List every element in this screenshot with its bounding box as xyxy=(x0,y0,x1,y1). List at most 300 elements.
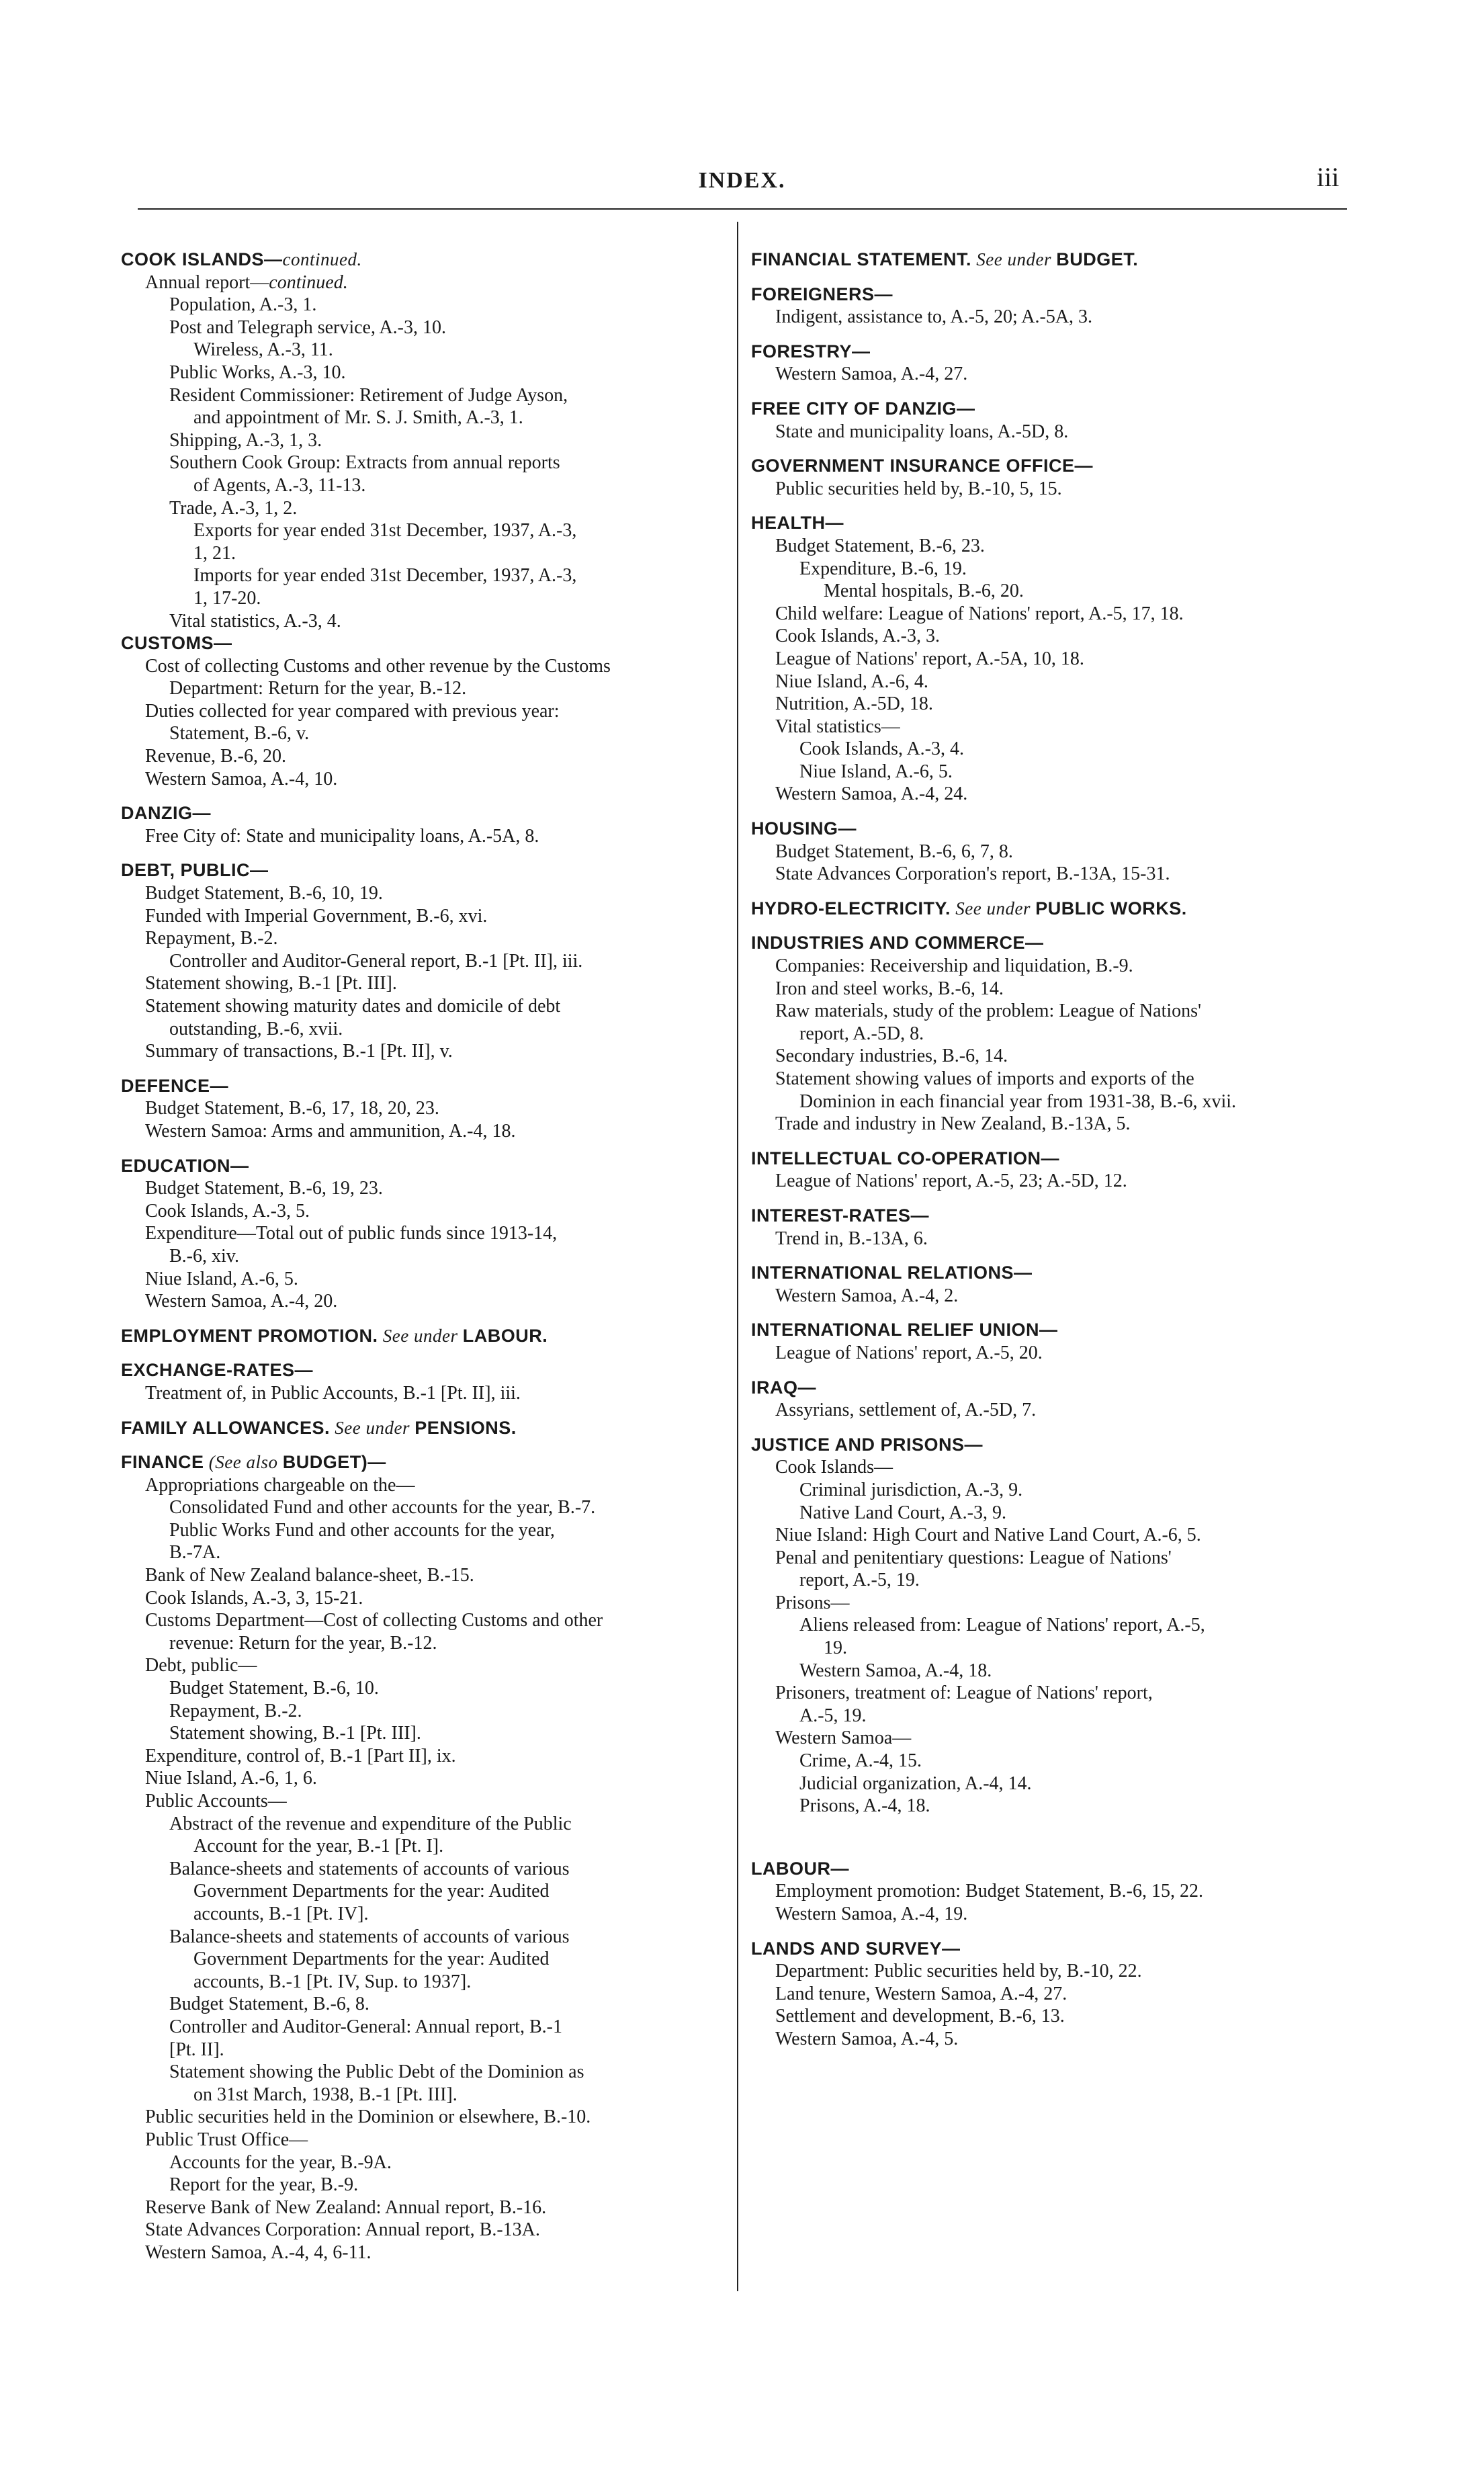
entry-text: FORESTRY— xyxy=(751,341,871,361)
page-title: INDEX. xyxy=(698,168,786,193)
entry-text: Western Samoa, A.-4, 18. xyxy=(799,1660,992,1681)
index-entry xyxy=(121,1564,722,1587)
entry-text: Balance-sheets and statements of accounts of various xyxy=(169,1858,570,1879)
entry-text: Debt, public— xyxy=(145,1655,257,1676)
entry-text: Statement, B.-6, v. xyxy=(169,723,310,744)
entry-text: Vital statistics, A.-3, 4. xyxy=(169,610,341,632)
index-entry xyxy=(121,1790,722,1813)
entry-text: outstanding, B.-6, xvii. xyxy=(169,1018,343,1039)
index-entry xyxy=(121,2084,722,2106)
index-entry xyxy=(121,1222,722,1245)
entry-text: Cook Islands, A.-3, 3. xyxy=(775,626,940,647)
entry-text: Exports for year ended 31st December, 1937, A.-3, xyxy=(193,520,577,542)
index-heading xyxy=(121,1417,722,1440)
entry-text: Statement showing maturity dates and domicile of debt xyxy=(145,996,561,1017)
index-entry xyxy=(751,978,1349,1000)
index-entry xyxy=(121,587,722,610)
index-heading xyxy=(121,1155,722,1178)
header-rule xyxy=(138,208,1347,210)
entry-text: Nutrition, A.-5D, 18. xyxy=(775,693,933,715)
index-entry xyxy=(121,1097,722,1120)
index-entry xyxy=(121,2242,722,2264)
entry-text: Appropriations chargeable on the— xyxy=(145,1474,415,1496)
index-entry xyxy=(751,421,1349,443)
entry-text: Cost of collecting Customs and other revenue by the Customs xyxy=(145,655,611,677)
index-entry xyxy=(751,306,1349,329)
entry-text: Western Samoa, A.-4, 10. xyxy=(145,768,338,789)
entry-text: FREE CITY OF DANZIG— xyxy=(751,398,975,419)
index-heading xyxy=(751,1858,1349,1881)
entry-text: Western Samoa: Arms and ammunition, A.-4, 18. xyxy=(145,1120,516,1142)
index-entry xyxy=(121,1177,722,1200)
entry-text: Public Works Fund and other accounts for the year, xyxy=(169,1519,555,1541)
entry-text: Statement showing, B.-1 [Pt. III]. xyxy=(169,1723,421,1744)
entry-text: A.-5, 19. xyxy=(799,1705,867,1726)
entry-text: Niue Island, A.-6, 1, 6. xyxy=(145,1768,317,1789)
index-entry xyxy=(751,1228,1349,1250)
index-heading xyxy=(121,1451,722,1474)
index-entry xyxy=(121,429,722,452)
entry-text: INTERNATIONAL RELIEF UNION— xyxy=(751,1320,1058,1340)
index-entry xyxy=(121,1587,722,1610)
entry-text: Western Samoa, A.-4, 19. xyxy=(775,1904,968,1924)
entry-text: Expenditure, control of, B.-1 [Part II], ix. xyxy=(145,1745,456,1766)
entry-text: Child welfare: League of Nations' report, A.-5, 17, 18. xyxy=(775,603,1184,624)
entry-text: Cook Islands, A.-3, 5. xyxy=(145,1200,310,1222)
entry-text: Post and Telegraph service, A.-3, 10. xyxy=(169,316,446,338)
index-heading xyxy=(751,932,1349,955)
index-entry xyxy=(121,1120,722,1143)
index-entry xyxy=(121,1018,722,1041)
entry-text: Southern Cook Group: Extracts from annual reports xyxy=(169,452,560,474)
entry-text: Western Samoa, A.-4, 2. xyxy=(775,1285,959,1306)
entry-text: Wireless, A.-3, 11. xyxy=(193,339,333,361)
index-entry xyxy=(751,1569,1349,1592)
index-entry xyxy=(751,1479,1349,1502)
entry-text: Dominion in each financial year from 1931-38, B.-6, xvii. xyxy=(799,1091,1237,1112)
entry-text: Statement showing the Public Debt of the Dominion as xyxy=(169,2061,584,2083)
index-entry xyxy=(121,1993,722,2016)
entry-text: FAMILY ALLOWANCES. xyxy=(121,1417,331,1438)
entry-text: Cook Islands, A.-3, 4. xyxy=(799,738,964,760)
entry-text: Balance-sheets and statements of accounts of various xyxy=(169,1926,570,1947)
index-entry xyxy=(751,1660,1349,1682)
index-entry xyxy=(121,497,722,520)
entry-text: Vital statistics— xyxy=(775,716,900,737)
index-entry xyxy=(121,1858,722,1881)
entry-text: on 31st March, 1938, B.-1 [Pt. III]. xyxy=(193,2084,457,2105)
index-entry xyxy=(121,677,722,700)
see-under-text: See under xyxy=(330,1417,415,1438)
index-entry xyxy=(751,1727,1349,1750)
entry-text: Iron and steel works, B.-6, 14. xyxy=(775,978,1004,999)
index-entry xyxy=(751,1023,1349,1045)
index-entry xyxy=(121,1813,722,1836)
index-entry xyxy=(121,1290,722,1313)
index-entry xyxy=(121,1496,722,1519)
index-entry xyxy=(121,1835,722,1858)
see-under-text: See under xyxy=(971,249,1057,269)
entry-text: Expenditure—Total out of public funds since 1913-14, xyxy=(145,1223,558,1244)
index-entry xyxy=(751,863,1349,886)
entry-text: Companies: Receivership and liquidation, B.-9. xyxy=(775,955,1133,977)
index-entry xyxy=(751,1750,1349,1773)
entry-text: Western Samoa, A.-4, 4, 6-11. xyxy=(145,2242,372,2263)
entry-text: Public Trust Office— xyxy=(145,2129,308,2150)
entry-text: report, A.-5, 19. xyxy=(799,1570,920,1591)
index-entry xyxy=(121,655,722,678)
entry-text: Budget Statement, B.-6, 19, 23. xyxy=(145,1178,383,1199)
index-entry xyxy=(121,2039,722,2061)
index-heading xyxy=(751,249,1349,271)
index-entry xyxy=(121,950,722,973)
index-entry xyxy=(751,558,1349,581)
entry-text: Budget Statement, B.-6, 8. xyxy=(169,1994,369,2015)
index-entry xyxy=(751,1592,1349,1615)
entry-text: Funded with Imperial Government, B.-6, xvi. xyxy=(145,905,488,927)
index-entry xyxy=(121,564,722,587)
index-entry xyxy=(121,610,722,633)
index-entry xyxy=(751,761,1349,783)
index-entry xyxy=(121,2016,722,2039)
entry-text: Department: Public securities held by, B.-10, 22. xyxy=(775,1961,1142,1982)
entry-text: of Agents, A.-3, 11-13. xyxy=(193,474,366,496)
see-under-text: (See also xyxy=(204,1452,283,1473)
index-entry xyxy=(751,1000,1349,1023)
index-entry xyxy=(751,716,1349,738)
index-entry xyxy=(121,1519,722,1542)
index-entry xyxy=(121,361,722,384)
entry-text: Abstract of the revenue and expenditure of the Public xyxy=(169,1813,572,1834)
index-entry xyxy=(751,1960,1349,1983)
index-entry xyxy=(751,603,1349,626)
entry-text: Penal and penitentiary questions: League of Nations' xyxy=(775,1547,1172,1568)
index-entry xyxy=(121,384,722,407)
entry-text: Public securities held by, B.-10, 5, 15. xyxy=(775,478,1062,499)
entry-text: Reserve Bank of New Zealand: Annual report, B.-16. xyxy=(145,2196,547,2218)
index-heading xyxy=(751,284,1349,306)
entry-text: JUSTICE AND PRISONS— xyxy=(751,1434,984,1455)
entry-text: Customs Department—Cost of collecting Customs and other xyxy=(145,1610,603,1631)
index-heading xyxy=(121,1325,722,1348)
index-entry xyxy=(121,2151,722,2174)
entry-text: Budget Statement, B.-6, 17, 18, 20, 23. xyxy=(145,1098,439,1119)
entry-text: Raw materials, study of the problem: League of Nations' xyxy=(775,1000,1202,1022)
index-entry xyxy=(121,519,722,542)
index-heading xyxy=(751,1938,1349,1961)
index-entry xyxy=(121,474,722,497)
entry-text: HEALTH— xyxy=(751,513,844,533)
entry-text: B.-7A. xyxy=(169,1542,221,1564)
entry-text: League of Nations' report, A.-5A, 10, 18. xyxy=(775,648,1084,669)
index-entry xyxy=(751,1502,1349,1525)
entry-text: State and municipality loans, A.-5D, 8. xyxy=(775,421,1069,442)
index-entry xyxy=(751,1547,1349,1570)
entry-text: Revenue, B.-6, 20. xyxy=(145,746,286,767)
entry-text: Government Departments for the year: Audited xyxy=(193,1949,550,1970)
entry-text: Department: Return for the year, B.-12. xyxy=(169,678,467,699)
entry-text: Employment promotion: Budget Statement, B.-6, 15, 22. xyxy=(775,1881,1203,1902)
entry-text: Shipping, A.-3, 1, 3. xyxy=(169,429,322,451)
index-entry xyxy=(751,738,1349,761)
page-number: iii xyxy=(1317,162,1340,192)
entry-text: Trend in, B.-13A, 6. xyxy=(775,1228,928,1249)
entry-text: Budget Statement, B.-6, 10. xyxy=(169,1678,379,1699)
entry-text: accounts, B.-1 [Pt. IV]. xyxy=(193,1903,369,1924)
index-entry xyxy=(121,995,722,1018)
entry-text: Mental hospitals, B.-6, 20. xyxy=(824,581,1024,602)
entry-text: Controller and Auditor-General: Annual report, B.-1 xyxy=(169,2016,562,2037)
entry-text: CUSTOMS— xyxy=(121,633,232,654)
index-entry xyxy=(751,625,1349,648)
entry-text: Assyrians, settlement of, A.-5D, 7. xyxy=(775,1400,1037,1421)
index-entry xyxy=(751,1903,1349,1926)
entry-text: Statement showing, B.-1 [Pt. III]. xyxy=(145,973,397,994)
entry-text: Government Departments for the year: Audited xyxy=(193,1881,550,1902)
entry-text: Controller and Auditor-General report, B.-1 [Pt. II], iii. xyxy=(169,950,583,972)
index-entry xyxy=(121,905,722,928)
index-entry xyxy=(121,1268,722,1291)
entry-text: Public securities held in the Dominion or elsewhere, B.-10. xyxy=(145,2106,591,2128)
index-entry xyxy=(121,1903,722,1926)
entry-text: Crime, A.-4, 15. xyxy=(799,1750,922,1772)
entry-text: revenue: Return for the year, B.-12. xyxy=(169,1632,437,1654)
index-entry xyxy=(121,1971,722,1994)
index-entry xyxy=(121,2196,722,2219)
index-entry xyxy=(121,1880,722,1903)
index-entry xyxy=(751,1773,1349,1795)
index-entry xyxy=(751,1880,1349,1903)
cross-reference: LABOUR. xyxy=(462,1325,548,1346)
entry-text: Treatment of, in Public Accounts, B.-1 [Pt. II], iii. xyxy=(145,1382,521,1404)
entry-text: EDUCATION— xyxy=(121,1155,249,1176)
index-heading xyxy=(751,398,1349,421)
index-heading xyxy=(751,1205,1349,1228)
entry-text: B.-6, xiv. xyxy=(169,1245,239,1267)
cross-reference: PUBLIC WORKS. xyxy=(1035,898,1187,919)
entry-text: Public Accounts— xyxy=(145,1791,287,1811)
index-entry xyxy=(751,535,1349,558)
index-heading xyxy=(751,1148,1349,1170)
entry-text: League of Nations' report, A.-5, 23; A.-5D, 12. xyxy=(775,1170,1127,1192)
entry-text: Niue Island, A.-6, 4. xyxy=(775,671,928,692)
index-entry xyxy=(121,1745,722,1768)
index-entry xyxy=(751,1342,1349,1365)
index-entry xyxy=(121,1722,722,1745)
index-entry xyxy=(751,1113,1349,1136)
entry-text: Expenditure, B.-6, 19. xyxy=(799,558,967,579)
entry-text: GOVERNMENT INSURANCE OFFICE— xyxy=(751,456,1094,476)
entry-text: Niue Island, A.-6, 5. xyxy=(145,1268,298,1289)
index-entry xyxy=(121,1474,722,1497)
entry-text: INTELLECTUAL CO-OPERATION— xyxy=(751,1148,1059,1168)
entry-text: Trade, A.-3, 1, 2. xyxy=(169,497,298,519)
entry-text: Western Samoa, A.-4, 5. xyxy=(775,2028,959,2049)
left-column xyxy=(121,249,722,2264)
index-entry xyxy=(751,1983,1349,2006)
entry-text: Statement showing values of imports and exports of the xyxy=(775,1068,1194,1089)
index-entry xyxy=(751,1637,1349,1660)
index-entry xyxy=(751,1705,1349,1727)
index-entry xyxy=(751,1456,1349,1479)
index-entry xyxy=(751,1091,1349,1113)
entry-text: Prisoners, treatment of: League of Nations' report, xyxy=(775,1682,1153,1704)
index-entry xyxy=(751,478,1349,501)
index-heading xyxy=(751,1434,1349,1457)
index-entry xyxy=(121,2174,722,2196)
index-entry xyxy=(121,768,722,791)
index-heading xyxy=(751,1319,1349,1342)
entry-text: 19. xyxy=(824,1637,847,1659)
index-entry xyxy=(121,2106,722,2129)
index-heading xyxy=(121,1359,722,1382)
see-under-text: See under xyxy=(378,1325,463,1346)
entry-text: Trade and industry in New Zealand, B.-13A, 5. xyxy=(775,1113,1131,1135)
index-entry xyxy=(121,1541,722,1564)
cross-reference: BUDGET)— xyxy=(282,1452,386,1473)
entry-text: Niue Island, A.-6, 5. xyxy=(799,761,953,782)
entry-text: FOREIGNERS— xyxy=(751,284,893,304)
entry-text: Western Samoa, A.-4, 24. xyxy=(775,783,968,805)
entry-italic: continued. xyxy=(269,271,348,293)
entry-text: FINANCIAL STATEMENT. xyxy=(751,249,971,269)
entry-text: Cook Islands— xyxy=(775,1457,893,1478)
entry-text: State Advances Corporation's report, B.-13A, 15-31. xyxy=(775,863,1170,885)
entry-text: Prisons— xyxy=(775,1592,850,1613)
entry-text: accounts, B.-1 [Pt. IV, Sup. to 1937]. xyxy=(193,1971,472,1992)
index-entry xyxy=(121,927,722,950)
index-entry xyxy=(751,693,1349,716)
index-heading xyxy=(121,632,722,655)
index-heading xyxy=(751,898,1349,921)
index-entry xyxy=(121,1700,722,1723)
entry-text: DEBT, PUBLIC— xyxy=(121,860,269,881)
entry-text: Public Works, A.-3, 10. xyxy=(169,361,346,383)
index-entry xyxy=(121,1677,722,1700)
index-entry xyxy=(751,1399,1349,1422)
entry-text: report, A.-5D, 8. xyxy=(799,1023,924,1044)
index-entry xyxy=(121,1632,722,1655)
entry-text: Niue Island: High Court and Native Land Court, A.-6, 5. xyxy=(775,1525,1201,1546)
entry-text: EXCHANGE-RATES— xyxy=(121,1360,314,1381)
index-entry xyxy=(751,1614,1349,1637)
index-entry xyxy=(751,363,1349,386)
index-entry xyxy=(121,542,722,565)
entry-text: Indigent, assistance to, A.-5, 20; A.-5A, 3. xyxy=(775,306,1093,328)
index-heading xyxy=(751,512,1349,535)
entry-text: Western Samoa, A.-4, 27. xyxy=(775,364,968,385)
index-entry xyxy=(751,671,1349,693)
entry-text: [Pt. II]. xyxy=(169,2039,224,2060)
cross-reference: PENSIONS. xyxy=(414,1417,517,1438)
entry-text: INTERNATIONAL RELATIONS— xyxy=(751,1263,1033,1283)
entry-text: Summary of transactions, B.-1 [Pt. II], v. xyxy=(145,1041,453,1062)
index-entry xyxy=(121,452,722,474)
entry-text: League of Nations' report, A.-5, 20. xyxy=(775,1342,1043,1363)
entry-text: Judicial organization, A.-4, 14. xyxy=(799,1773,1032,1794)
entry-text: State Advances Corporation: Annual report, B.-13A. xyxy=(145,2219,540,2241)
index-entry xyxy=(121,882,722,905)
index-entry xyxy=(121,271,722,294)
entry-text: Cook Islands, A.-3, 3, 15-21. xyxy=(145,1587,363,1609)
entry-text: LABOUR— xyxy=(751,1858,849,1879)
entry-text: EMPLOYMENT PROMOTION. xyxy=(121,1325,378,1346)
index-entry xyxy=(121,1040,722,1063)
index-entry xyxy=(751,2005,1349,2028)
index-entry xyxy=(121,1609,722,1632)
index-entry xyxy=(751,2028,1349,2051)
index-entry xyxy=(751,955,1349,978)
index-entry xyxy=(121,316,722,339)
entry-text: HOUSING— xyxy=(751,818,857,839)
entry-text: Bank of New Zealand balance-sheet, B.-15. xyxy=(145,1565,474,1586)
index-heading xyxy=(751,341,1349,364)
index-entry xyxy=(121,2061,722,2084)
entry-text: INTEREST-RATES— xyxy=(751,1205,930,1226)
entry-text: Budget Statement, B.-6, 10, 19. xyxy=(145,883,383,904)
entry-text: Western Samoa— xyxy=(775,1727,912,1749)
index-entry xyxy=(751,1045,1349,1068)
entry-text: Prisons, A.-4, 18. xyxy=(799,1795,930,1817)
entry-text: DEFENCE— xyxy=(121,1075,229,1096)
entry-text: Accounts for the year, B.-9A. xyxy=(169,2151,392,2173)
index-entry xyxy=(751,580,1349,603)
see-under-text: See under xyxy=(951,898,1036,919)
index-entry xyxy=(121,1926,722,1949)
entry-text: Population, A.-3, 1. xyxy=(169,294,317,316)
index-heading xyxy=(751,1262,1349,1285)
index-entry xyxy=(751,1170,1349,1193)
entry-text: Land tenure, Western Samoa, A.-4, 27. xyxy=(775,1983,1067,2004)
entry-text: HYDRO-ELECTRICITY. xyxy=(751,898,951,919)
entry-text: Consolidated Fund and other accounts for the year, B.-7. xyxy=(169,1497,596,1519)
entry-text: Report for the year, B.-9. xyxy=(169,2174,359,2196)
entry-text: Criminal jurisdiction, A.-3, 9. xyxy=(799,1479,1023,1500)
entry-text: LANDS AND SURVEY— xyxy=(751,1938,961,1959)
entry-text: Repayment, B.-2. xyxy=(145,928,278,949)
index-entry xyxy=(121,1654,722,1677)
cross-reference: BUDGET. xyxy=(1056,249,1139,269)
index-entry xyxy=(121,1245,722,1268)
entry-text: Aliens released from: League of Nations' report, A.-5, xyxy=(799,1615,1205,1636)
index-entry xyxy=(751,1524,1349,1547)
index-heading xyxy=(121,1075,722,1098)
entry-text: Secondary industries, B.-6, 14. xyxy=(775,1045,1008,1067)
entry-text: and appointment of Mr. S. J. Smith, A.-3, 1. xyxy=(193,407,523,429)
index-entry xyxy=(121,700,722,723)
entry-text: 1, 21. xyxy=(193,542,236,564)
index-entry xyxy=(121,1767,722,1790)
entry-text: Duties collected for year compared with previous year: xyxy=(145,700,560,722)
entry-text: INDUSTRIES AND COMMERCE— xyxy=(751,933,1044,953)
index-entry xyxy=(121,1382,722,1405)
index-heading xyxy=(751,1377,1349,1400)
entry-text: Imports for year ended 31st December, 1937, A.-3, xyxy=(193,565,577,587)
entry-text: Account for the year, B.-1 [Pt. I]. xyxy=(193,1836,444,1857)
index-entry xyxy=(121,407,722,429)
index-heading xyxy=(121,802,722,825)
entry-text: Settlement and development, B.-6, 13. xyxy=(775,2006,1065,2027)
index-entry xyxy=(121,294,722,316)
index-entry xyxy=(121,745,722,768)
entry-text: FINANCE xyxy=(121,1452,204,1473)
index-entry xyxy=(751,841,1349,863)
entry-text: Western Samoa, A.-4, 20. xyxy=(145,1291,338,1312)
index-entry xyxy=(751,1795,1349,1818)
index-entry xyxy=(121,972,722,995)
right-column xyxy=(751,249,1349,2051)
index-heading xyxy=(751,818,1349,841)
